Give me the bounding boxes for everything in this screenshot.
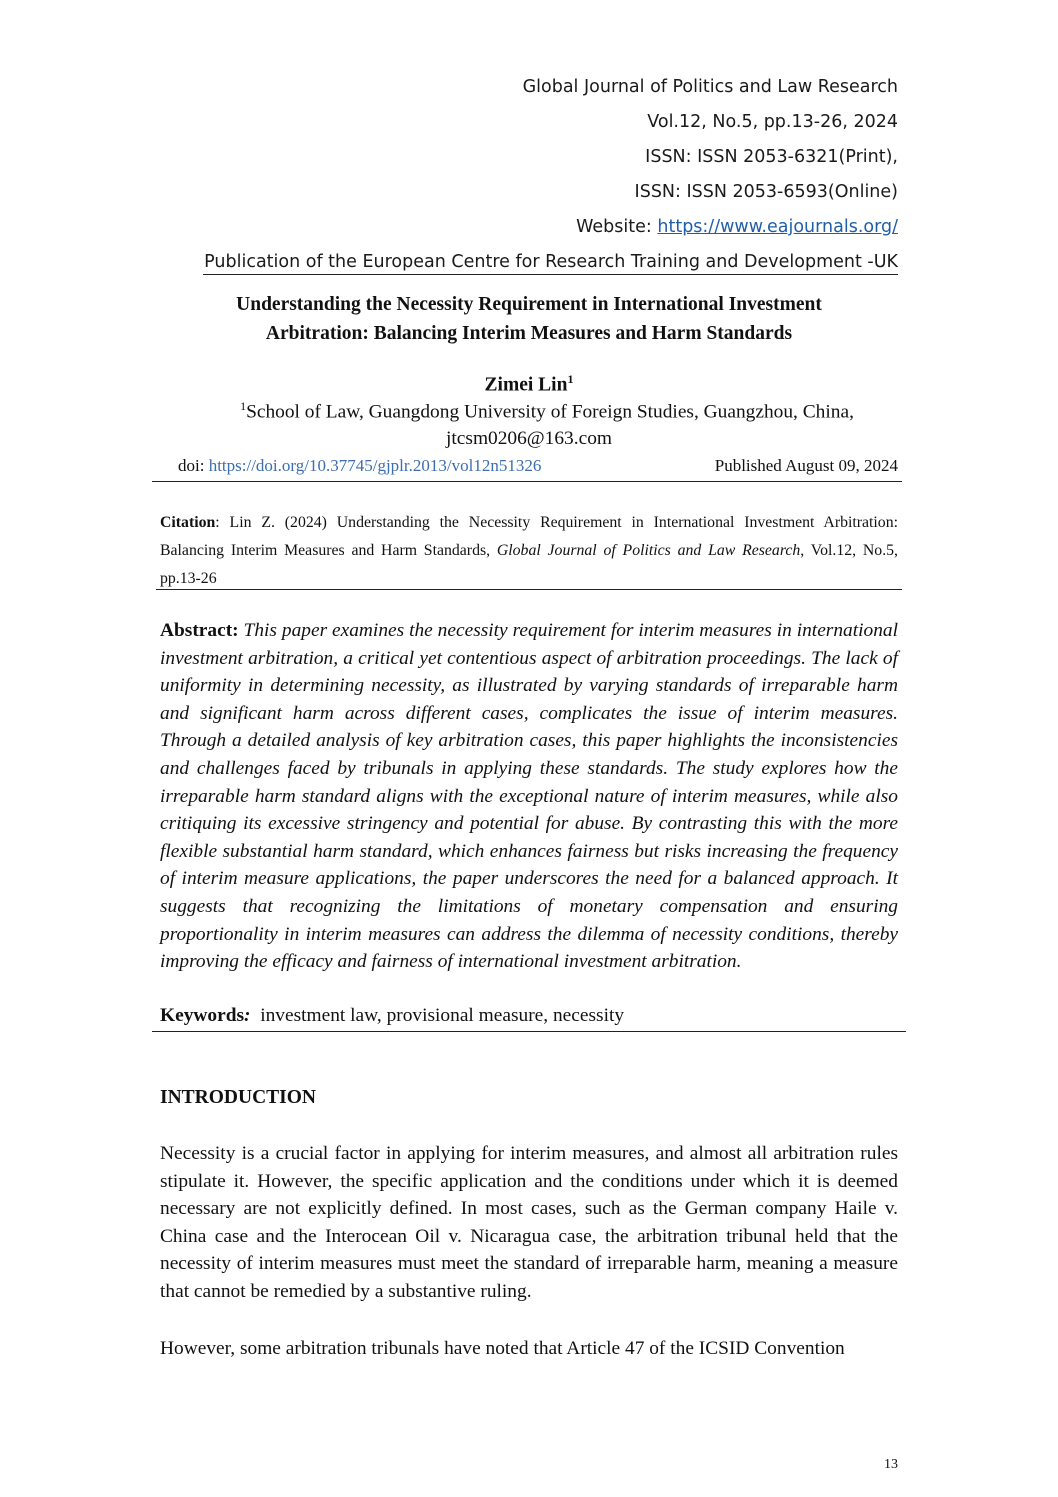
section-heading: INTRODUCTION bbox=[160, 1087, 317, 1108]
citation-rule bbox=[156, 589, 902, 590]
abstract-label: Abstract: bbox=[160, 620, 239, 641]
author-line bbox=[150, 372, 908, 397]
doi-link[interactable]: https://doi.org/10.37745/gjplr.2013/vol12n51326 bbox=[208, 456, 542, 475]
keywords-colon: : bbox=[244, 1005, 251, 1026]
citation-volume: , Vol.12, No.5, pp.13-26 bbox=[160, 542, 899, 587]
doi-rule bbox=[152, 481, 902, 482]
website-label: Website: bbox=[576, 217, 658, 237]
citation-block bbox=[160, 509, 898, 593]
keywords-label: Keywords bbox=[160, 1005, 245, 1026]
publisher-line: Publication of the European Centre for Research Training and Development -UK bbox=[204, 252, 898, 272]
citation-journal: Global Journal of Politics and Law Research bbox=[496, 542, 801, 559]
intro-paragraph-1: Necessity is a crucial factor in applying for interim measures, and almost all arbitration rules stipulate it. However, the specific application and the conditions under which it is deemed necessary are not explicitly defined. In most cases, such as the German company Haile v. China case and the Interocean Oil v. Nicaragua case, the arbitration tribunal held that the necessity of interim measures must meet the standard of irreparable harm, meaning a measure that cannot be remedied by a substantive ruling. bbox=[160, 1143, 898, 1302]
paper-title bbox=[150, 290, 908, 348]
title-line-2: Arbitration: Balancing Interim Measures and Harm Standards bbox=[265, 323, 793, 344]
author-name: Zimei Lin bbox=[484, 374, 568, 396]
doi-row bbox=[178, 456, 898, 476]
website-line bbox=[576, 217, 898, 237]
keywords-rule bbox=[152, 1031, 906, 1032]
issn-online: ISSN: ISSN 2053-6593(Online) bbox=[634, 182, 898, 202]
citation-label: Citation bbox=[160, 514, 216, 531]
citation-text: : Lin Z. (2024) Understanding the Necessity Requirement in International Investment Arbitration: Balancing Interim Measures and Harm Standards, bbox=[160, 514, 898, 559]
affiliation-text: School of Law, Guangdong University of Foreign Studies, Guangzhou, China, bbox=[246, 401, 854, 423]
header-rule bbox=[203, 274, 898, 275]
page-number: 13 bbox=[884, 1457, 898, 1472]
title-line-1: Understanding the Necessity Requirement in International Investment bbox=[236, 294, 822, 315]
abstract-text: This paper examines the necessity requirement for interim measures in international investment arbitration, a critical yet contentious aspect of arbitration proceedings. The lack of uniformity in determining necessity, as illustrated by varying standards of irreparable harm and significant harm across different cases, complicates the issue of interim measures. Through a detailed analysis of key arbitration cases, this paper highlights the inconsistencies and challenges faced by tribunals in applying these standards. The study explores how the irreparable harm standard aligns with the exceptional nature of interim measures, while also critiquing its excessive stringency and potential for abuse. By contrasting this with the more flexible substantial harm standard, which enhances fairness but risks increasing the frequency of interim measure applications, the paper underscores the need for a balanced approach. It suggests that recognizing the limitations of monetary compensation and ensuring proportionality in interim measures can address the dilemma of necessity conditions, thereby improving the efficacy and fairness of international investment arbitration. bbox=[160, 620, 898, 973]
doi-label: doi: bbox=[178, 456, 209, 475]
author-email: jtcsm0206@163.com bbox=[446, 428, 612, 449]
affiliation-superscript: 1 bbox=[240, 399, 247, 413]
affiliation bbox=[168, 399, 926, 423]
abstract-block bbox=[160, 617, 898, 976]
issn-print: ISSN: ISSN 2053-6321(Print), bbox=[645, 147, 898, 167]
published-date: Published August 09, 2024 bbox=[714, 456, 898, 475]
journal-name: Global Journal of Politics and Law Research bbox=[522, 77, 898, 97]
intro-paragraph-2: However, some arbitration tribunals have noted that Article 47 of the ICSID Convention bbox=[160, 1338, 845, 1359]
website-link[interactable]: https://www.eajournals.org/ bbox=[657, 217, 898, 237]
author-superscript: 1 bbox=[567, 372, 574, 386]
keywords-text: investment law, provisional measure, necessity bbox=[260, 1005, 625, 1026]
keywords-line bbox=[160, 1005, 624, 1027]
volume-info: Vol.12, No.5, pp.13-26, 2024 bbox=[647, 112, 898, 132]
